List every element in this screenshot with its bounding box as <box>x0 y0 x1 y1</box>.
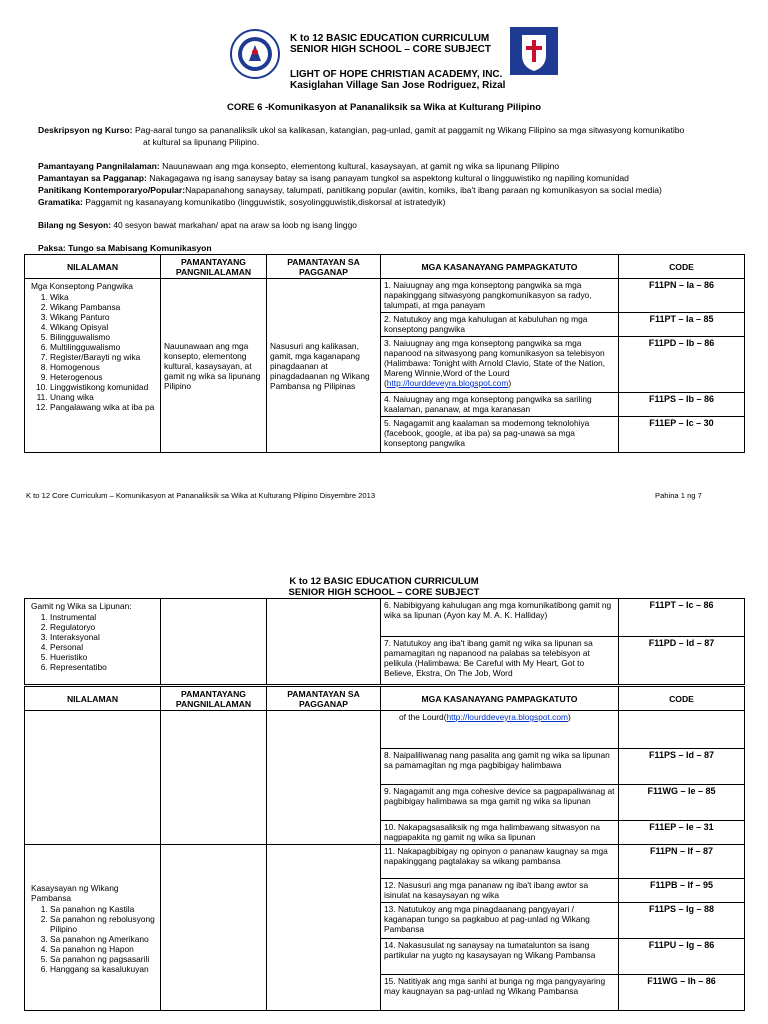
col-header-competencies: MGA KASANAYANG PAMPAGKATUTO <box>381 255 619 279</box>
competency-cell: 14. Nakasusulat ng sanaysay na tumatalunton sa isang partikular na yugto ng kasaysayan ng Wikang Pambansa <box>381 939 619 975</box>
course-title: CORE 6 -Komunikasyon at Pananaliksik sa Wika at Kulturang Pilipino <box>226 102 541 113</box>
list-item: 2. Sa panahon ng rebolusyong Pilipino <box>50 914 157 934</box>
list-item: 4. Personal <box>50 642 157 652</box>
competency-cell: 8. Naipaliliwanag nang pasalita ang gamit ng wika sa lipunan sa pamamagitan ng mga pagbibigay halimbawa <box>381 749 619 785</box>
code-cell: F11PB – If – 95 <box>619 879 745 903</box>
performance-standard-cell <box>267 599 381 685</box>
grammar-line: Gramatika: Paggamit ng kasanayang komunikatibo (lingguwistik, sosyolingguwistik,diskorsal at istratedyik) <box>38 197 446 207</box>
competency-table-2 <box>24 598 745 685</box>
code-cell: F11PT – Ic – 86 <box>619 599 745 637</box>
competency-cell: 4. Naiuugnay ang mga konseptong pangwika sa sariling kaalaman, pananaw, at mga karanasan <box>381 393 619 417</box>
col-header-competencies: MGA KASANAYANG PAMPAGKATUTO <box>381 687 619 711</box>
list-item: 5. Sa panahon ng pagsasarili <box>50 954 157 964</box>
code-cell: F11EP – Ic – 30 <box>619 417 745 453</box>
col-header-content-std: PAMANTAYANG PANGNILALAMAN <box>161 255 267 279</box>
competency-cell: 6. Nabibigyang kahulugan ang mga komunikatibong gamit ng wika sa lipunan (Ayon kay M. A. K. Halliday) <box>381 599 619 637</box>
literature-line: Panitikang Kontemporaryo/Popular:Napapanahong sanaysay, talumpati, panitikang popular (awitin, komiks, iba't ibang paraan ng komunikasyon sa social media) <box>38 185 662 195</box>
list-item: 4. Sa panahon ng Hapon <box>50 944 157 954</box>
list-item: 6. Hanggang sa kasalukuyan <box>50 964 157 974</box>
course-description-cont: at kultural sa lipunang Pilipino. <box>143 137 260 147</box>
competency-cell: 15. Natitiyak ang mga sanhi at bunga ng mga pangyayaring may kaugnayan sa pag-unlad ng Wikang Pambansa <box>381 975 619 1011</box>
col-header-performance-std: PAMANTAYAN SA PAGGANAP <box>267 255 381 279</box>
code-cell: F11WG – Ih – 86 <box>619 975 745 1011</box>
school-logo <box>510 27 558 75</box>
list-item: 1. Sa panahon ng Kastila <box>50 904 157 914</box>
competency-cell: 13. Natutukoy ang mga pinagdaanang pangyayari / kaganapan tungo sa pagkabuo at pag-unlad ng Wikang Pambansa <box>381 903 619 939</box>
list-item: 3. Sa panahon ng Amerikano <box>50 934 157 944</box>
content-standard-cell: Nauunawaan ang mga konsepto, elementong kultural, kasaysayan, at gamit ng wika sa lipunang Pilipino <box>161 279 267 453</box>
code-cell <box>619 711 745 749</box>
subject-type: SENIOR HIGH SCHOOL – CORE SUBJECT <box>290 44 491 55</box>
blog-link[interactable]: http://lourddeveyra.blogspot.com <box>446 712 569 722</box>
col-header-code: CODE <box>619 255 745 279</box>
content-standard-cell <box>161 845 267 1011</box>
col-header-code: CODE <box>619 687 745 711</box>
code-cell: F11PD – Ib – 86 <box>619 337 745 393</box>
session-count: Bilang ng Sesyon: 40 sesyon bawat markahan/ apat na araw sa loob ng isang linggo <box>38 220 357 230</box>
content-standard: Pamantayang Pangnilalaman: Nauunawaan ang mga konsepto, elementong kultural, kasaysayan, at gamit ng wika sa lipunang Pilipino <box>38 161 560 171</box>
competency-cell: 3. Naiuugnay ang mga konseptong pangwika sa mga napanood na sitwasyong pang komunikasyon sa telebisyon (Halimbawa: Tonight with Arnold Clavio, State of the Nation, Mareng Winnie,Word of the Lourd (http://lourddeveyra.blogspot.com) <box>381 337 619 393</box>
course-description: Deskripsyon ng Kurso: Pag-aaral tungo sa pananaliksik ukol sa kalikasan, katangian, pag-unlad, gamit at paggamit ng Wikang Filipino sa mga sitwasyong komunikatibo <box>38 125 685 135</box>
content-list <box>28 612 157 672</box>
school-name: LIGHT OF HOPE CHRISTIAN ACADEMY, INC. <box>290 69 503 80</box>
list-item: 6. Representatibo <box>50 662 157 672</box>
list-item: 11. Unang wika <box>50 392 157 402</box>
list-item: 3. Wikang Panturo <box>50 312 157 322</box>
content-cell <box>25 599 161 685</box>
content-cell <box>25 711 161 845</box>
deped-seal-logo <box>230 29 280 79</box>
competency-table-3 <box>24 686 745 1011</box>
code-cell: F11EP – Ie – 31 <box>619 821 745 845</box>
list-item: 10. Linggwistikong komunidad <box>50 382 157 392</box>
list-item: 9. Heterogenous <box>50 372 157 382</box>
curriculum-title-page2: K to 12 BASIC EDUCATION CURRICULUM <box>289 576 479 587</box>
list-item: 5. Bilingguwalismo <box>50 332 157 342</box>
history-list <box>28 904 157 974</box>
curriculum-title: K to 12 BASIC EDUCATION CURRICULUM <box>290 33 490 44</box>
competency-cell: of the Lourd(http://lourddeveyra.blogspot.com) <box>381 711 619 749</box>
competency-cell: 9. Nagagamit ang mga cohesive device sa pagpapaliwanag at pagbibigay halimbawa sa mga gamit ng wika sa lipunan <box>381 785 619 821</box>
code-cell: F11PT – Ia – 85 <box>619 313 745 337</box>
col-header-content: NILALAMAN <box>25 687 161 711</box>
competency-cell: 2. Natutukoy ang mga kahulugan at kabuluhan ng mga konseptong pangwika <box>381 313 619 337</box>
code-cell: F11PN – Ia – 86 <box>619 279 745 313</box>
school-address: Kasiglahan Village San Jose Rodriguez, Rizal <box>290 80 506 91</box>
performance-standard-cell: Nasusuri ang kalikasan, gamit, mga kaganapang pinagdaanan at pinagdadaanan ng Wikang Pambansa ng Pilipinas <box>267 279 381 453</box>
col-header-content: NILALAMAN <box>25 255 161 279</box>
list-item: 1. Wika <box>50 292 157 302</box>
content-title: Gamit ng Wika sa Lipunan: <box>31 601 132 611</box>
list-item: 1. Instrumental <box>50 612 157 622</box>
footer-text: K to 12 Core Curriculum – Komunikasyon at Pananaliksik sa Wika at Kulturang Pilipino Disyembre 2013 <box>26 491 376 500</box>
competency-cell: 11. Nakapagbibigay ng opinyon o pananaw kaugnay sa mga napakinggang pagtalakay sa wikang pambansa <box>381 845 619 879</box>
list-item: 7. Register/Barayti ng wika <box>50 352 157 362</box>
code-cell: F11PS – Ig – 88 <box>619 903 745 939</box>
list-item: 2. Regulatoryo <box>50 622 157 632</box>
history-title: Kasaysayan ng Wikang Pambansa <box>31 882 119 903</box>
page-number: Pahina 1 ng 7 <box>655 491 702 500</box>
code-cell: F11PN – If – 87 <box>619 845 745 879</box>
performance-standard-cell <box>267 711 381 845</box>
list-item: 5. Hueristiko <box>50 652 157 662</box>
competency-cell: 10. Nakapagsasaliksik ng mga halimbawang sitwasyon na nagpapakita ng gamit ng wika sa lipunan <box>381 821 619 845</box>
competency-cell: 7. Natutukoy ang iba't ibang gamit ng wika sa lipunan sa pamamagitan ng napanood na palabas sa telebisyon at pelikula (Halimbawa: Be Careful with My Heart, Got to Believe, Ekstra, On The Job, Word <box>381 637 619 685</box>
competency-cell: 5. Nagagamit ang kaalaman sa modernong teknolohiya (facebook, google, at iba pa) sa pag-unawa sa mga konseptong pangwika <box>381 417 619 453</box>
code-cell: F11WG – Ie – 85 <box>619 785 745 821</box>
content-standard-cell <box>161 711 267 845</box>
history-content-cell <box>25 845 161 1011</box>
code-cell: F11PU – Ig – 86 <box>619 939 745 975</box>
blog-link[interactable]: http://lourddeveyra.blogspot.com <box>386 378 509 388</box>
content-standard-cell <box>161 599 267 685</box>
code-cell: F11PS – Ib – 86 <box>619 393 745 417</box>
list-item: 4. Wikang Opisyal <box>50 322 157 332</box>
col-header-performance-std: PAMANTAYAN SA PAGGANAP <box>267 687 381 711</box>
performance-standard: Pamantayan sa Pagganap: Nakagagawa ng isang sanaysay batay sa isang panayam tungkol sa aspektong kultural o lingguwistiko ng napiling komunidad <box>38 173 629 183</box>
competency-cell: 1. Naiuugnay ang mga konseptong pangwika sa mga napakinggang sitwasyong pangkomunikasyon sa radyo, talumpati, at mga panayam <box>381 279 619 313</box>
code-cell: F11PS – Id – 87 <box>619 749 745 785</box>
code-cell: F11PD – Id – 87 <box>619 637 745 685</box>
content-cell <box>25 279 161 453</box>
col-header-content-std: PAMANTAYANG PANGNILALAMAN <box>161 687 267 711</box>
performance-standard-cell <box>267 845 381 1011</box>
list-item: 12. Pangalawang wika at iba pa <box>50 402 157 412</box>
list-item: 2. Wikang Pambansa <box>50 302 157 312</box>
content-title: Mga Konseptong Pangwika <box>31 281 133 291</box>
competency-table-1 <box>24 254 745 453</box>
list-item: 6. Multilingguwalismo <box>50 342 157 352</box>
topic-heading: Paksa: Tungo sa Mabisang Komunikasyon <box>38 243 212 253</box>
competency-cell: 12. Nasusuri ang mga pananaw ng iba't ibang awtor sa isinulat na kasaysayan ng wika <box>381 879 619 903</box>
content-list <box>28 292 157 412</box>
list-item: 8. Homogenous <box>50 362 157 372</box>
subject-type-page2: SENIOR HIGH SCHOOL – CORE SUBJECT <box>288 587 480 598</box>
list-item: 3. Interaksyonal <box>50 632 157 642</box>
